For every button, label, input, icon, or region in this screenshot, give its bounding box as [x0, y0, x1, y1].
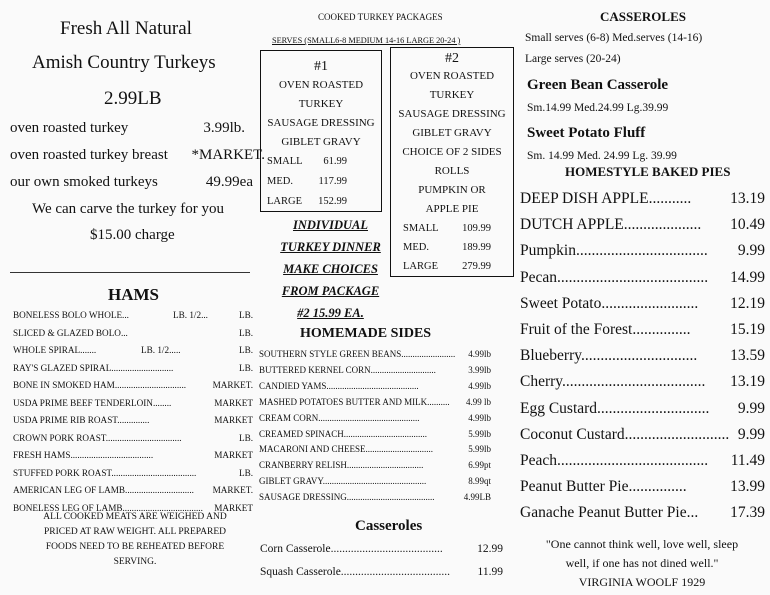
package-line: ROLLS	[434, 165, 470, 177]
casseroles-serves: Small serves (6-8) Med.serves (14-16)	[525, 32, 703, 44]
price: 189.99	[462, 242, 491, 253]
individual-line: TURKEY DINNER	[280, 240, 381, 254]
pie-item	[520, 321, 765, 339]
pie-name: Cherry.....................................	[520, 373, 706, 391]
side-item	[259, 444, 491, 454]
package-price	[391, 219, 513, 238]
pie-item	[520, 504, 765, 522]
package-line: TURKEY	[298, 98, 344, 110]
ham-unit: LB. 1/2.....	[141, 345, 181, 355]
package-line: APPLE PIE	[425, 203, 479, 215]
side-item	[259, 429, 491, 439]
hams-title: HAMS	[108, 285, 159, 304]
sweet-potato-fluff: Sweet Potato Fluff	[527, 125, 646, 141]
individual-line: MAKE CHOICES	[283, 262, 378, 276]
pie-name: Pecan.......................................	[520, 268, 709, 286]
side-name: CREAMED SPINACH.....................................	[259, 428, 428, 439]
ham-name: BONELESS BOLO WHOLE...	[13, 310, 129, 320]
quote-line: "One cannot think well, love well, sleep	[545, 537, 739, 551]
side-name: CANDIED YAMS.........................................	[259, 380, 419, 391]
package-line: SAUSAGE DRESSING	[398, 108, 506, 120]
side-item	[259, 397, 491, 407]
pie-price: 10.49	[730, 216, 765, 234]
sweet-potato-prices: Sm. 14.99 Med. 24.99 Lg. 39.99	[527, 150, 677, 162]
casseroles-right-title: CASSEROLES	[600, 9, 686, 24]
pie-name: DEEP DISH APPLE...........	[520, 190, 692, 207]
casseroles-mid-title: Casseroles	[355, 518, 423, 534]
ham-item	[13, 398, 253, 412]
quote	[522, 535, 762, 592]
ham-name: STUFFED PORK ROAST.....................................	[13, 467, 197, 478]
side-item	[259, 460, 491, 470]
casserole-price: 12.99	[477, 543, 503, 555]
pie-price: 13.19	[730, 373, 765, 391]
casserole-name: Corn Casserole.......................................	[260, 543, 443, 555]
pie-name: Fruit of the Forest...............	[520, 321, 691, 338]
package-line: GIBLET GRAVY	[412, 127, 492, 139]
ham-name: BONE IN SMOKED HAM...............................	[13, 380, 187, 390]
side-item	[259, 349, 491, 359]
side-item	[259, 365, 491, 375]
ham-price: MARKET	[214, 415, 253, 425]
pie-name: Pumpkin..................................	[520, 242, 708, 260]
turkey-row-label: oven roasted turkey	[10, 120, 129, 136]
pie-price: 14.99	[730, 268, 765, 286]
package-line: OVEN ROASTED	[278, 79, 364, 91]
side-name: SOUTHERN STYLE GREEN BEANS........................	[259, 349, 456, 359]
size: LARGE	[403, 261, 438, 272]
turkey-row-value: 3.99lb.	[203, 120, 245, 136]
package-price	[261, 152, 381, 172]
pie-name: Coconut Custard...........................	[520, 425, 730, 443]
package-number: #1	[314, 59, 328, 74]
divider	[10, 272, 250, 273]
packages-serves: SERVES (SMALL6-8 MEDIUM 14-16 LARGE 20-24 )	[272, 36, 461, 45]
side-name: BUTTERED KERNEL CORN.............................	[259, 364, 436, 375]
pie-name: Ganache Peanut Butter Pie...	[520, 504, 699, 522]
pie-price: 17.39	[730, 504, 765, 522]
ham-name: SLICED & GLAZED BOLO...	[13, 327, 128, 338]
menu-title-line2: Amish Country Turkeys	[32, 52, 216, 73]
side-name: MACARONI AND CHEESE..............................	[259, 444, 434, 455]
pie-item	[520, 400, 765, 418]
ham-name: RAY'S GLAZED SPIRAL...........................	[13, 362, 174, 373]
pie-item	[520, 426, 765, 444]
turkey-row-label: our own smoked turkeys	[10, 174, 158, 190]
side-item	[259, 413, 491, 423]
pie-item	[520, 452, 765, 470]
ham-price: LB.	[238, 467, 253, 478]
price: 109.99	[462, 223, 491, 234]
price: 61.99	[323, 156, 347, 167]
ham-price: MARKET.	[212, 485, 253, 495]
carve-charge: $15.00 charge	[90, 227, 175, 243]
green-bean-casserole: Green Bean Casserole	[527, 77, 669, 93]
size: MED.	[403, 242, 429, 253]
pie-price: 13.99	[730, 478, 765, 496]
package-price	[391, 238, 513, 257]
ham-price: MARKET	[214, 450, 253, 460]
side-price: 3.99lb	[468, 364, 491, 375]
pie-price: 9.99	[737, 425, 765, 443]
size: SMALL	[267, 156, 303, 167]
individual-dinner	[268, 214, 393, 324]
ham-price: MARKET	[214, 502, 253, 513]
meats-note-line: PRICED AT RAW WEIGHT. ALL PREPARED	[43, 527, 227, 537]
side-price: 6.99pt	[468, 460, 491, 471]
pies-title: HOMESTYLE BAKED PIES	[565, 164, 731, 179]
ham-name: USDA PRIME BEEF TENDERLOIN........	[13, 397, 172, 408]
turkey-row	[10, 120, 265, 137]
side-name: CREAM CORN.............................................	[259, 412, 420, 423]
ham-price: MARKET	[214, 397, 253, 408]
package-line: SAUSAGE DRESSING	[267, 117, 375, 129]
casserole-item	[260, 566, 503, 578]
pie-item	[520, 190, 765, 208]
side-price: 4.99 lb	[465, 396, 491, 407]
package-1-box	[260, 50, 382, 212]
side-item	[259, 476, 491, 486]
side-price: 4.99LB	[463, 492, 491, 503]
size: LARGE	[267, 196, 302, 207]
turkey-row	[10, 174, 265, 191]
individual-line: #2 15.99 EA.	[297, 306, 364, 320]
meats-note-line: ALL COOKED MEATS ARE WEIGHED AND	[43, 512, 227, 522]
pie-price: 13.59	[730, 347, 765, 365]
ham-item	[13, 450, 253, 464]
ham-name: FRESH HAMS....................................	[13, 450, 154, 460]
package-line: PUMPKIN OR	[418, 184, 486, 196]
turkey-row	[10, 147, 265, 164]
casserole-price: 11.99	[477, 566, 503, 578]
package-line: GIBLET GRAVY	[281, 136, 361, 148]
carve-text: We can carve the turkey for you	[32, 201, 225, 217]
pie-price: 13.19	[730, 190, 765, 207]
pie-item	[520, 216, 765, 234]
ham-price: LB.	[238, 362, 253, 373]
side-item	[259, 381, 491, 391]
package-price	[261, 192, 381, 212]
pie-item	[520, 295, 765, 313]
pie-name: Sweet Potato.........................	[520, 294, 699, 312]
side-price: 4.99lb	[468, 349, 491, 359]
turkey-price: 2.99LB	[104, 88, 162, 109]
package-line: CHOICE OF 2 SIDES	[402, 146, 502, 158]
size: MED.	[267, 176, 293, 187]
pie-price: 11.49	[730, 452, 765, 469]
pie-price: 12.19	[730, 294, 765, 312]
turkey-row-value: *MARKET.	[191, 147, 265, 163]
meats-note-line: SERVING.	[113, 557, 157, 567]
ham-item	[13, 310, 253, 324]
pie-item	[520, 478, 765, 496]
ham-item	[13, 363, 253, 377]
side-item	[259, 492, 491, 502]
casseroles-serves: Large serves (20-24)	[525, 53, 621, 65]
side-price: 5.99lb	[468, 428, 491, 439]
side-price: 4.99lb	[468, 380, 491, 391]
side-price: 5.99lb	[468, 444, 491, 455]
pie-item	[520, 373, 765, 391]
ham-name: AMERICAN LEG OF LAMB..............................	[13, 485, 194, 495]
side-price: 4.99lb	[468, 412, 491, 423]
size: SMALL	[403, 223, 439, 234]
quote-author: VIRGINIA WOOLF 1929	[578, 575, 706, 589]
ham-price: LB.	[238, 345, 253, 355]
side-name: SAUSAGE DRESSING.......................................	[259, 492, 435, 503]
casserole-name: Squash Casserole......................................	[260, 566, 451, 578]
pie-name: Peanut Butter Pie...............	[520, 478, 687, 496]
pie-price: 9.99	[737, 399, 765, 417]
meats-note-line: FOODS NEED TO BE REHEATED BEFORE	[45, 542, 225, 552]
pie-item	[520, 347, 765, 365]
pie-price: 15.19	[730, 321, 765, 338]
ham-unit: LB. 1/2...	[173, 310, 208, 320]
meats-note	[15, 510, 255, 570]
price: 117.99	[318, 176, 347, 187]
ham-item	[13, 485, 253, 499]
side-name: GIBLET GRAVY..............................................	[259, 476, 427, 487]
ham-item	[13, 415, 253, 429]
ham-name: USDA PRIME RIB ROAST..............	[13, 415, 150, 425]
price: 152.99	[318, 196, 347, 207]
package-2-box	[390, 47, 514, 277]
pie-name: Peach.......................................	[520, 452, 709, 469]
individual-line: FROM PACKAGE	[281, 284, 380, 298]
pie-name: Blueberry..............................	[520, 347, 698, 365]
ham-price: LB.	[238, 310, 253, 320]
packages-title: COOKED TURKEY PACKAGES	[318, 12, 443, 22]
ham-price: LB.	[238, 327, 253, 338]
ham-price: LB.	[238, 432, 253, 443]
side-name: MASHED POTATOES BUTTER AND MILK..........	[259, 396, 450, 407]
side-name: CRANBERRY RELISH..................................	[259, 460, 424, 471]
pie-price: 9.99	[737, 242, 765, 260]
ham-item	[13, 345, 253, 359]
pie-item	[520, 242, 765, 260]
turkey-row-value: 49.99ea	[205, 174, 253, 190]
price: 279.99	[462, 261, 491, 272]
ham-item	[13, 468, 253, 482]
individual-line: INDIVIDUAL	[292, 218, 368, 232]
ham-item	[13, 328, 253, 342]
side-price: 8.99qt	[468, 476, 491, 487]
package-price	[261, 172, 381, 192]
ham-name: BONELESS LEG OF LAMB...................................	[13, 502, 203, 513]
ham-price: MARKET.	[212, 380, 253, 390]
casserole-item	[260, 543, 503, 555]
menu-title-line1: Fresh All Natural	[60, 18, 192, 39]
package-number: #2	[445, 51, 459, 66]
ham-name: WHOLE SPIRAL.......	[13, 345, 97, 355]
pie-name: DUTCH APPLE....................	[520, 216, 702, 234]
turkey-row-label: oven roasted turkey breast	[10, 147, 168, 163]
package-price	[391, 257, 513, 276]
pie-name: Egg Custard.............................	[520, 399, 710, 417]
ham-name: CROWN PORK ROAST.................................	[13, 432, 182, 443]
pie-item	[520, 269, 765, 287]
quote-line: well, if one has not dined well."	[565, 556, 719, 570]
ham-item	[13, 433, 253, 447]
ham-item	[13, 380, 253, 394]
green-bean-prices: Sm.14.99 Med.24.99 Lg.39.99	[527, 102, 669, 114]
package-line: OVEN ROASTED	[409, 70, 495, 82]
sides-title: HOMEMADE SIDES	[300, 326, 432, 341]
package-line: TURKEY	[429, 89, 475, 101]
